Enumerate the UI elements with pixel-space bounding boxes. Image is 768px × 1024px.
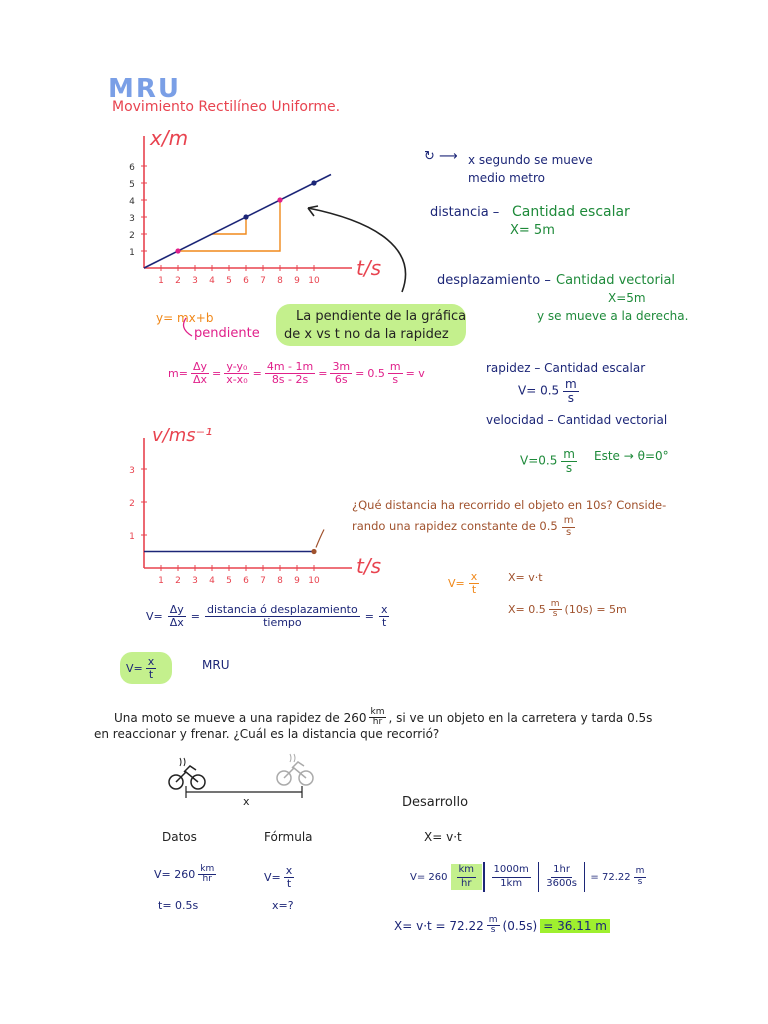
desarrollo-heading: Desarrollo: [402, 795, 469, 810]
diagram-x-label: x: [243, 795, 250, 808]
mru-formula-box: [120, 652, 172, 684]
rapidez-equation: V= 0.5 $\frac{m}{s}$: [518, 377, 577, 405]
final-answer: = 36.11 m: [540, 919, 610, 933]
question-x-calculation: X= 0.5 $\frac{m}{s}$ (10s) = 5m: [508, 599, 627, 620]
line-equation: y= mx+b: [156, 311, 214, 325]
graph1-data-point: [243, 214, 248, 219]
distancia-value: Cantidad escalar: [512, 204, 630, 220]
graph2-x-tick-label: 6: [243, 576, 249, 586]
graph2-x-tick-label: 8: [277, 576, 283, 586]
graph1-x-tick-label: 3: [192, 276, 198, 286]
mru-label: MRU: [202, 658, 230, 672]
note-x-segundo: x segundo se mueve: [468, 153, 593, 167]
motorcycle-start-icon: [169, 758, 205, 789]
graph1-y-axis-label: x/m: [150, 126, 189, 150]
mru-formula: V= $\frac{x}{t}$: [126, 655, 155, 681]
graph2-y-tick-label: 1: [129, 532, 135, 542]
slope-callout-box: [276, 304, 466, 346]
graph2-x-tick-label: 9: [294, 576, 300, 586]
unit-conversion: V= 260 km hr 1000m 1km 1hr 3600s = 72.22 $\frac{m}{s}$: [410, 862, 646, 892]
page-title: MRU: [108, 74, 182, 104]
final-calculation: X= v·t = 72.22 $\frac{m}{s}$ (0.5s) = 36.11 m: [394, 916, 610, 936]
graph1-data-point: [175, 248, 180, 253]
graph1-x-tick-label: 6: [243, 276, 249, 286]
graph1-data-point: [311, 180, 316, 185]
callout-line2: de x vs t no da la rapidez: [284, 327, 449, 342]
distancia-label: distancia –: [430, 205, 500, 220]
callout-line1: La pendiente de la gráfica: [296, 309, 467, 324]
motorcycle-end-icon: [277, 754, 313, 785]
question-line2: rando una rapidez constante de 0.5 $\frac{m}{s}$: [352, 515, 574, 538]
graph1-data-line: [144, 175, 331, 269]
graph2-x-tick-label: 3: [192, 576, 198, 586]
datos-heading: Datos: [162, 830, 197, 844]
data-time: t= 0.5s: [158, 899, 199, 912]
question-line1: ¿Qué distancia ha recorrido el objeto en 10s? Conside-: [352, 498, 667, 512]
graph2-y-axis-label: v/ms⁻¹: [152, 425, 213, 446]
graph1-x-axis-label: t/s: [356, 256, 381, 280]
rapidez-label: rapidez – Cantidad escalar: [486, 361, 646, 375]
formula-v: V= $\frac{x}{t}$: [264, 864, 293, 890]
graph2-x-tick-label: 10: [308, 576, 320, 586]
problem-line1: Una moto se mueve a una rapidez de 260 $\frac{km}{hr}$ , si ve un objeto en la carretera y tarda 0.5s: [114, 707, 653, 728]
graph1-slope-triangle-big: [178, 200, 280, 251]
formula-x-unknown: x=?: [272, 899, 294, 912]
graph1-x-tick-label: 7: [260, 276, 266, 286]
velocidad-equation: V=0.5 $\frac{m}{s}$: [520, 447, 575, 475]
graph2-y-tick-label: 3: [129, 466, 135, 476]
graph1-y-tick-label: 6: [129, 163, 135, 173]
graph1-x-tick-label: 4: [209, 276, 215, 286]
graph1-x-tick-label: 10: [308, 276, 320, 286]
distancia-equation: X= 5m: [510, 223, 555, 238]
graph2-x-tick-label: 2: [175, 576, 181, 586]
graph2-x-axis-label: t/s: [356, 554, 381, 578]
question-x-formula: X= v·t: [508, 571, 543, 584]
velocity-definition: V= $\frac{\Delta y}{\Delta x}$ = $\frac{\text{distancia ó desplazamiento}}{\text{tiempo}}$ = $\frac{x}{t}$: [146, 603, 388, 629]
graph2-question-pointer: [316, 530, 324, 548]
graph1-y-tick-label: 1: [129, 248, 135, 258]
desplazamiento-value: Cantidad vectorial: [556, 273, 676, 288]
page-subtitle: Movimiento Rectilíneo Uniforme.: [112, 99, 341, 115]
velocidad-direction: Este → θ=0°: [594, 449, 669, 463]
desarrollo-formula: X= v·t: [424, 830, 462, 844]
graph1-y-tick-label: 2: [129, 231, 135, 241]
graph2-end-point: [311, 549, 316, 554]
problem-line2: en reaccionar y frenar. ¿Cuál es la distancia que recorrió?: [94, 727, 440, 741]
velocidad-label: velocidad – Cantidad vectorial: [486, 413, 668, 427]
graph1-y-tick-label: 5: [129, 180, 135, 190]
graph1-data-point: [277, 197, 282, 202]
desplazamiento-label: desplazamiento –: [437, 273, 551, 288]
slope-calculation: m= $\frac{\Delta y}{\Delta x}$ = $\frac{\text{y-y₀}}{\text{x-x₀}}$ = $\frac{4m - 1m}{8s - 2s}$ = $\frac{3m}{6s}$ = 0.5 $\frac{m}{s}$ = v: [168, 360, 425, 386]
graph1-x-tick-label: 5: [226, 276, 232, 286]
callout-arrowhead: [308, 206, 318, 216]
graph2-x-tick-label: 7: [260, 576, 266, 586]
graph1-y-tick-label: 4: [129, 197, 135, 207]
desplazamiento-equation: X=5m: [608, 291, 646, 305]
note-medio-metro: medio metro: [468, 171, 545, 185]
graph1-x-tick-label: 1: [158, 276, 164, 286]
motion-arrow-icon: ↻ ⟶: [424, 149, 458, 164]
graph1-x-tick-label: 9: [294, 276, 300, 286]
formula-heading: Fórmula: [264, 830, 313, 844]
pendiente-label: pendiente: [194, 326, 260, 341]
question-v-formula: V= $\frac{x}{t}$: [448, 570, 478, 596]
graph2-x-tick-label: 1: [158, 576, 164, 586]
desplazamiento-note: y se mueve a la derecha.: [537, 309, 689, 323]
graph1-x-tick-label: 8: [277, 276, 283, 286]
graph2-y-tick-label: 2: [129, 499, 135, 509]
graph1-slope-triangle-small: [212, 217, 246, 234]
graph2-x-tick-label: 4: [209, 576, 215, 586]
graph2-x-tick-label: 5: [226, 576, 232, 586]
graph1-y-tick-label: 3: [129, 214, 135, 224]
graph1-x-tick-label: 2: [175, 276, 181, 286]
data-velocity: V= 260 $\frac{km}{hr}$: [154, 864, 215, 885]
